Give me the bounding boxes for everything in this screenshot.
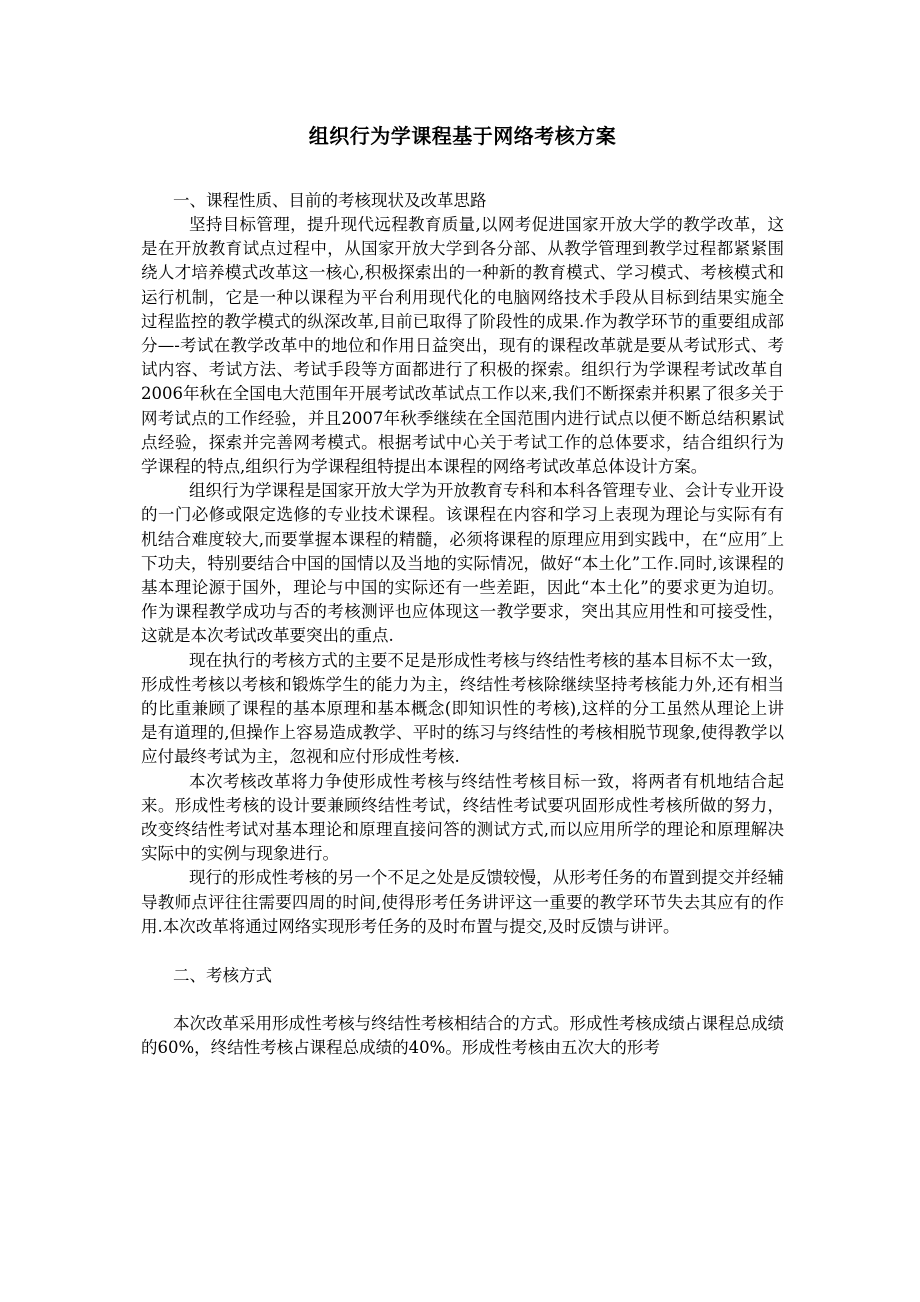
section-2-paragraph-1: 本次改革采用形成性考核与终结性考核相结合的方式。形成性考核成绩占课程总成绩的60%，终结性考核占课程总成绩的40%。形成性考核由五次大的形考 — [141, 1014, 784, 1058]
section-1-paragraph-4: 本次考核改革将力争使形成性考核与终结性考核目标一致，将两者有机地结合起来。形成性考核的设计要兼顾终结性考试，终结性考试要巩固形成性考核所做的努力，改变终结性考试对基本理论和原理直接问答的测试方式,而以应用所学的理论和原理解决实际中的实例与现象进行。 — [141, 771, 784, 864]
section-1-paragraph-3: 现在执行的考核方式的主要不足是形成性考核与终结性考核的基本目标不太一致，形成性考核以考核和锻炼学生的能力为主，终结性考核除继续坚持考核能力外,还有相当的比重兼顾了课程的基本原理和基本概念(即知识性的考核),这样的分工虽然从理论上讲是有道理的,但操作上容易造成教学、平时的练习与终结性的考核相脱节现象,使得教学以应付最终考试为主，忽视和应付形成性考核. — [141, 650, 784, 767]
document-title: 组织行为学课程基于网络考核方案 — [308, 124, 617, 148]
section-spacer — [141, 939, 784, 963]
section-1-heading: 一、课程性质、目前的考核现状及改革思路 — [173, 191, 487, 210]
section-spacer — [141, 988, 784, 1012]
section-1-paragraph-1: 坚持目标管理，提升现代远程教育质量,以网考促进国家开放大学的教学改革，这是在开放教育试点过程中，从国家开放大学到各分部、从教学管理到教学过程都紧紧围绕人才培养模式改革这一核心,积极探索出的一种新的教育模式、学习模式、考核模式和运行机制，它是一种以课程为平台利用现代化的电脑网络技术手段从目标到结果实施全过程监控的教学模式的纵深改革,目前已取得了阶段性的成果.作为教学环节的重要组成部分—-考试在教学改革中的地位和作用日益突出，现有的课程改革就是要从考试形式、考试内容、考试方法、考试手段等方面都进行了积极的探索。组织行为学课程考试改革自2006年秋在全国电大范围年开展考试改革试点工作以来,我们不断探索并积累了很多关于网考试点的工作经验，并且2007年秋季继续在全国范围内进行试点以便不断总结积累试点经验，探索并完善网考模式。根据考试中心关于考试工作的总体要求，结合组织行为学课程的特点,组织行为学课程组特提出本课程的网络考试改革总体设计方案。 — [141, 215, 784, 477]
document-page — [141, 120, 784, 1061]
section-2-heading: 二、考核方式 — [173, 966, 272, 986]
section-1-paragraph-5: 现行的形成性考核的另一个不足之处是反馈较慢，从形考任务的布置到提交并经辅导教师点评往往需要四周的时间,使得形考任务讲评这一重要的教学环节失去其应有的作用.本次改革将通过网络实现形考任务的及时布置与提交,及时反馈与讲评。 — [141, 868, 784, 936]
section-1-paragraph-2: 组织行为学课程是国家开放大学为开放教育专科和本科各管理专业、会计专业开设的一门必修或限定选修的专业技术课程。该课程在内容和学习上表现为理论与实际有有机结合难度较大,而要掌握本课程的精髓，必须将课程的原理应用到实践中，在“应用″上下功夫，特别要结合中国的国情以及当地的实际情况，做好“本土化”工作.同时,该课程的基本理论源于国外，理论与中国的实际还有一些差距，因此“本土化”的要求更为迫切。作为课程教学成功与否的考核测评也应体现这一教学要求，突出其应用性和可接受性，这就是本次考试改革要突出的重点. — [141, 481, 784, 646]
